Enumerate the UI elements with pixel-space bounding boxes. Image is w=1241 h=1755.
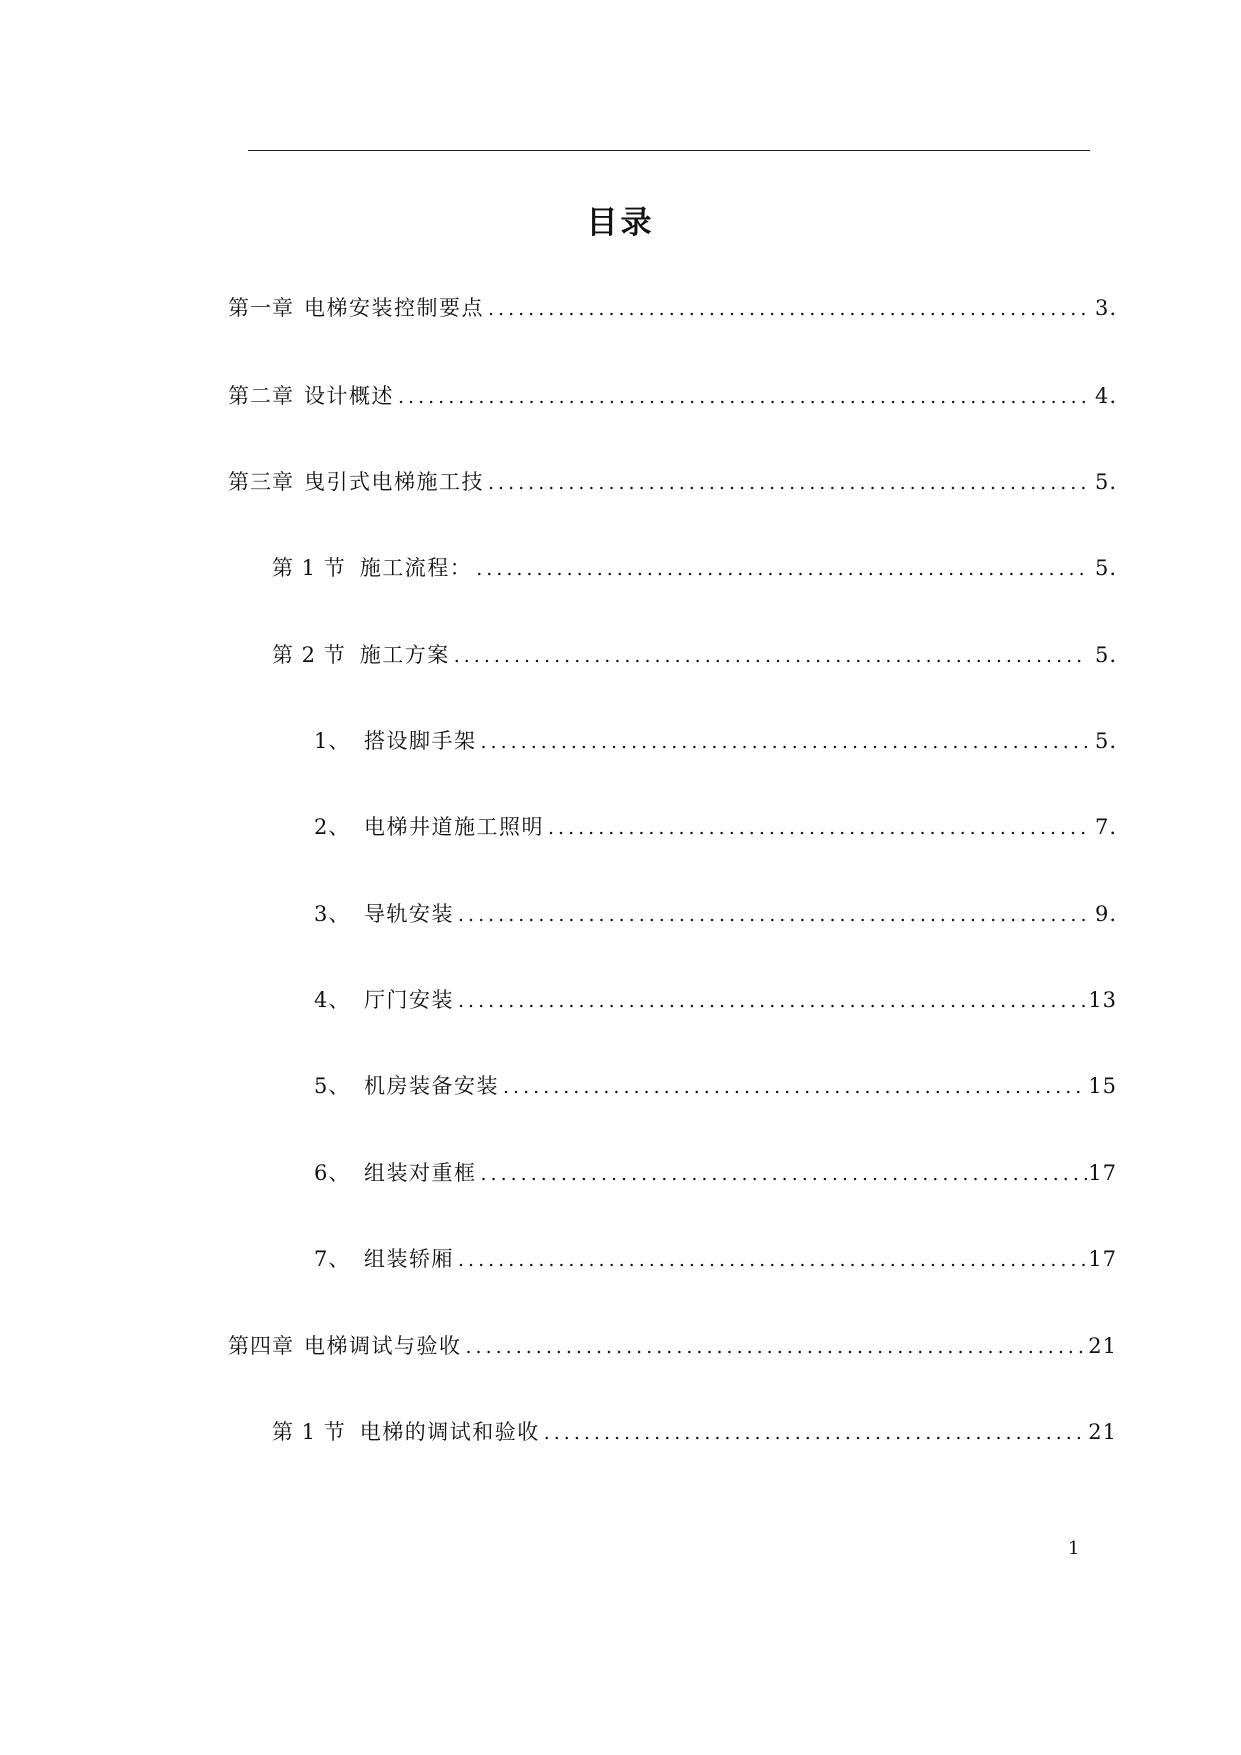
- toc-dot-leader: [462, 1332, 1088, 1362]
- toc-entry-item-2[interactable]: [314, 812, 1117, 842]
- toc-entry-text: 搭设脚手架: [364, 729, 477, 753]
- toc-dot-leader: [484, 294, 1087, 324]
- toc-entry-chapter-4[interactable]: [228, 1331, 1117, 1361]
- toc-entry-text: 电梯井道施工照明: [364, 815, 544, 839]
- toc-dot-leader: [454, 1245, 1087, 1275]
- toc-entry-item-3[interactable]: [314, 899, 1117, 929]
- toc-entry-item-5[interactable]: [314, 1071, 1117, 1101]
- toc-entry-page: 5.: [1094, 470, 1117, 494]
- toc-entry-number: 第四章: [228, 1334, 294, 1358]
- toc-entry-number: 1、: [314, 729, 351, 753]
- toc-entry-section-3-2[interactable]: [272, 640, 1117, 670]
- toc-entry-number: 第一章: [228, 296, 294, 320]
- toc-entry-item-4[interactable]: [314, 985, 1117, 1015]
- toc-entry-text: 机房装备安装: [364, 1074, 499, 1098]
- toc-dot-leader: [394, 382, 1087, 412]
- toc-dot-leader: [540, 1418, 1087, 1448]
- toc-dot-leader: [544, 813, 1087, 843]
- toc-dot-leader: [454, 900, 1087, 930]
- toc-entry-text: 电梯的调试和验收: [359, 1420, 540, 1444]
- toc-entry-text: 厅门安装: [364, 988, 454, 1012]
- toc-entry-chapter-3[interactable]: [228, 467, 1117, 497]
- toc-entry-page: 17: [1088, 1247, 1117, 1271]
- toc-entry-number: 4、: [314, 988, 351, 1012]
- toc-entry-text: 电梯调试与验收: [304, 1334, 462, 1358]
- toc-entry-page: 7.: [1094, 815, 1117, 839]
- toc-entry-number: 第二章: [228, 384, 294, 408]
- toc-entry-text: 设计概述: [304, 384, 394, 408]
- toc-entry-section-4-1[interactable]: [272, 1417, 1117, 1447]
- toc-entry-page: 21: [1088, 1334, 1117, 1358]
- toc-entry-number: 第三章: [228, 470, 294, 494]
- toc-entry-text: 组装对重框: [364, 1161, 477, 1185]
- toc-entry-number: 第 1 节: [272, 1420, 346, 1444]
- toc-entry-page: 13: [1088, 988, 1117, 1012]
- toc-title: 目录: [586, 205, 655, 241]
- toc-entry-text: 施工流程：: [359, 556, 473, 580]
- toc-entry-page: 15: [1088, 1074, 1117, 1098]
- toc-entry-number: 6、: [314, 1161, 351, 1185]
- toc-entry-number: 3、: [314, 902, 351, 926]
- toc-dot-leader: [472, 554, 1087, 584]
- toc-dot-leader: [477, 727, 1088, 757]
- toc-entry-number: 7、: [314, 1247, 351, 1271]
- toc-entry-number: 5、: [314, 1074, 351, 1098]
- toc-entry-page: 4.: [1094, 384, 1117, 408]
- toc-entry-section-3-1[interactable]: [272, 553, 1117, 583]
- toc-entry-text: 施工方案: [359, 643, 450, 667]
- page-number: 1: [1068, 1538, 1080, 1559]
- toc-dot-leader: [499, 1072, 1087, 1102]
- toc-entry-number: 2、: [314, 815, 351, 839]
- toc-dot-leader: [454, 986, 1087, 1016]
- toc-entry-text: 曳引式电梯施工技: [304, 470, 484, 494]
- toc-entry-chapter-2[interactable]: [228, 381, 1117, 411]
- toc-entry-text: 组装轿厢: [364, 1247, 454, 1271]
- toc-dot-leader: [477, 1159, 1088, 1189]
- toc-entry-item-6[interactable]: [314, 1158, 1117, 1188]
- toc-entry-item-7[interactable]: [314, 1244, 1117, 1274]
- toc-entry-page: 9.: [1094, 902, 1117, 926]
- toc-entry-page: 3.: [1094, 296, 1117, 320]
- toc-entry-page: 5.: [1094, 643, 1117, 667]
- toc-dot-leader: [484, 468, 1087, 498]
- toc-entry-page: 17: [1088, 1161, 1117, 1185]
- toc-entry-page: 21: [1088, 1420, 1117, 1444]
- toc-entry-item-1[interactable]: [314, 726, 1117, 756]
- toc-entry-number: 第 1 节: [272, 556, 346, 580]
- toc-entry-page: 5.: [1094, 729, 1117, 753]
- toc-entry-text: 电梯安装控制要点: [304, 296, 484, 320]
- toc-entry-text: 导轨安装: [364, 902, 454, 926]
- toc-entry-chapter-1[interactable]: [228, 293, 1117, 323]
- toc-entry-number: 第 2 节: [272, 643, 346, 667]
- toc-entry-page: 5.: [1094, 556, 1117, 580]
- toc-dot-leader: [450, 641, 1087, 671]
